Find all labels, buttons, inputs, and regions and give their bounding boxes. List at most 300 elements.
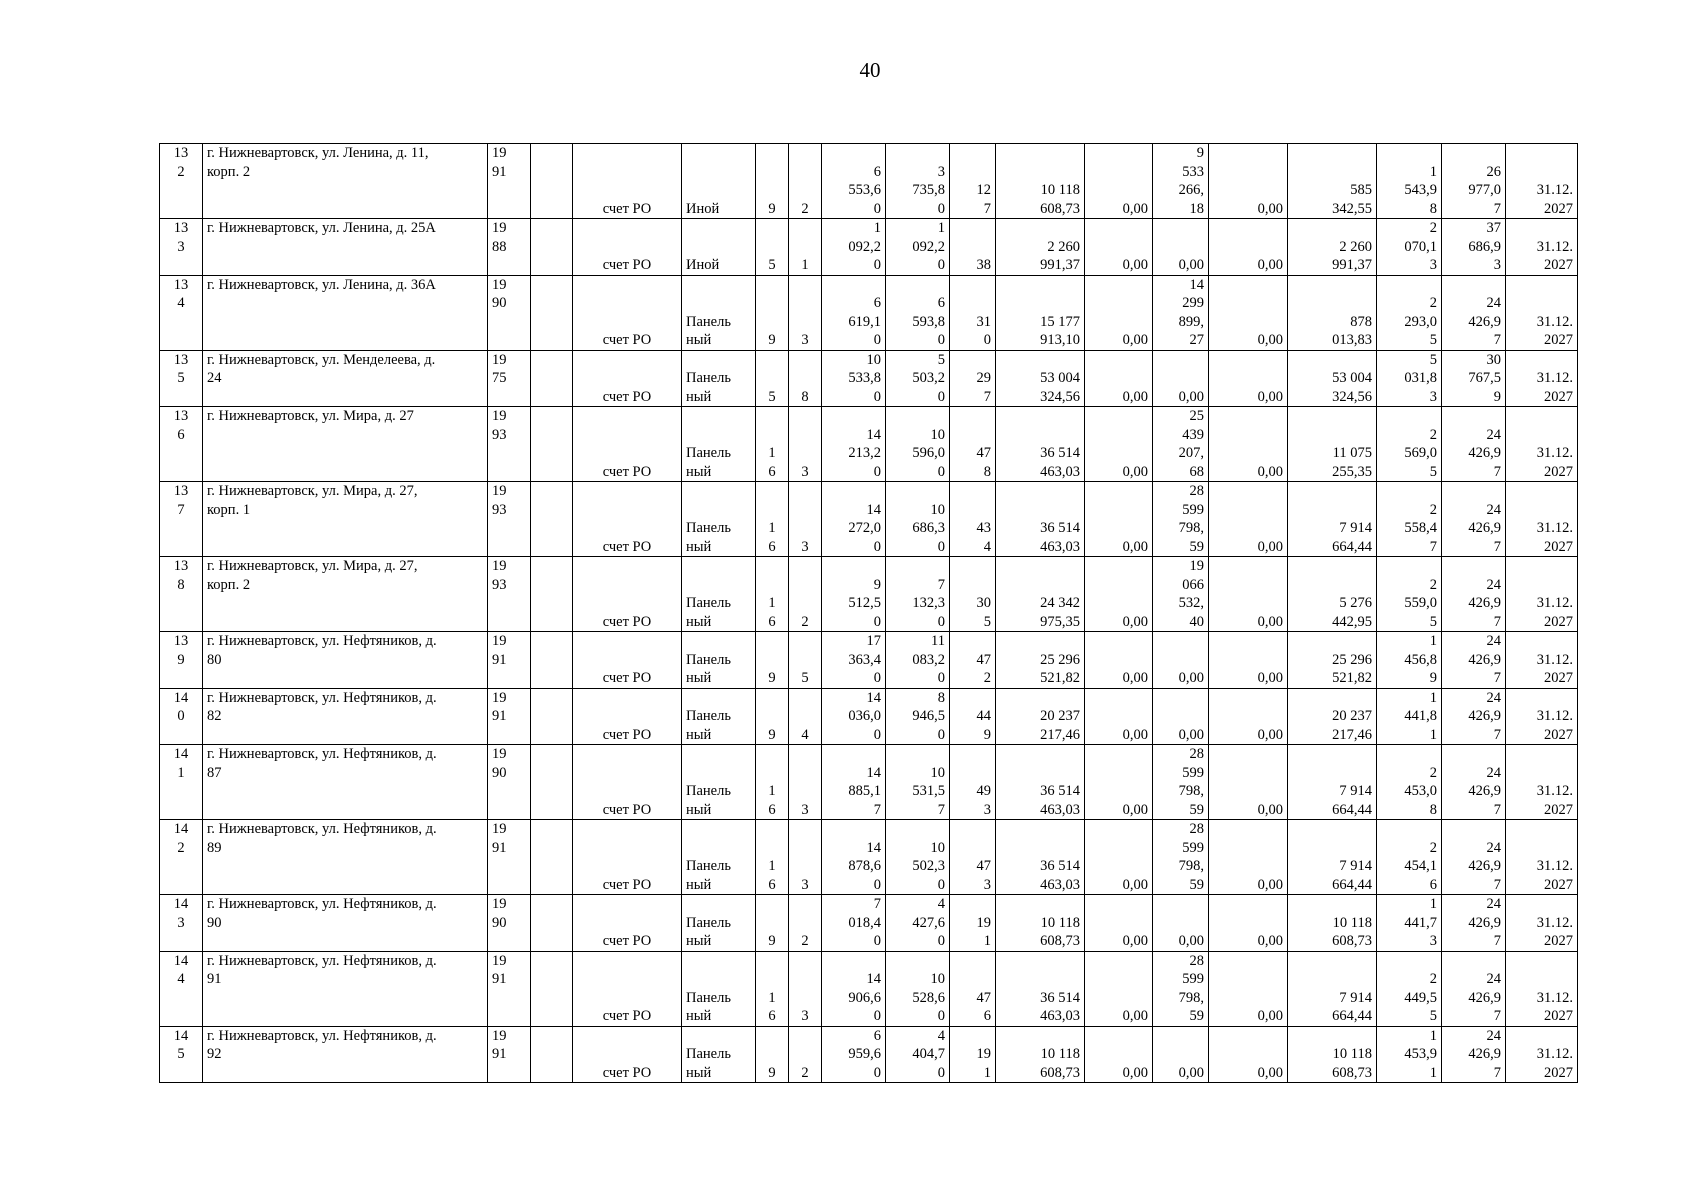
cell-cost-funding-b xyxy=(1153,632,1209,689)
cell-total-cost xyxy=(996,632,1085,689)
cell-residents xyxy=(950,350,996,407)
floors-text: 9 xyxy=(768,1064,776,1081)
cell-unit-cost xyxy=(1377,1026,1442,1083)
deadline-text: 31.12. 2027 xyxy=(1536,370,1573,405)
cost-funding-b-text: 28 599 798, 59 xyxy=(1178,746,1204,818)
cell-max-unit-cost xyxy=(1442,557,1506,632)
floors-text: 5 xyxy=(768,388,776,405)
row-number-text: 13 3 xyxy=(173,220,189,255)
unit-cost-text: 2 449,5 5 xyxy=(1404,971,1437,1024)
cell-account-type xyxy=(573,895,682,952)
cell-living-area xyxy=(886,820,950,895)
cell-total-area xyxy=(822,275,886,350)
living-area-text: 8 946,5 0 xyxy=(912,689,945,743)
cell-floors xyxy=(756,895,789,952)
cost-funding-a-text: 0,00 xyxy=(1122,332,1148,348)
table-row xyxy=(160,632,1578,689)
total-cost-text: 24 342 975,35 xyxy=(1040,595,1080,630)
max-unit-cost-text: 24 426,9 7 xyxy=(1468,764,1501,818)
total-cost-text: 20 237 217,46 xyxy=(1040,708,1080,743)
cell-living-area xyxy=(886,688,950,745)
cost-funding-c-text: 0,00 xyxy=(1257,538,1283,555)
max-unit-cost-text: 37 686,9 3 xyxy=(1468,220,1501,273)
cell-row-number xyxy=(160,688,203,745)
cell-deadline xyxy=(1506,557,1578,632)
cost-funding-a-text: 0,00 xyxy=(1122,257,1148,273)
total-area-text: 14 213,2 0 xyxy=(848,426,881,480)
cell-address xyxy=(203,557,488,632)
cost-funding-c-text: 0,00 xyxy=(1257,1064,1283,1081)
cost-funding-d-text: 5 276 442,95 xyxy=(1332,595,1372,630)
year-built-text: 19 75 xyxy=(492,351,507,386)
cell-living-area xyxy=(886,632,950,689)
cell-floors xyxy=(756,1026,789,1083)
cell-cost-funding-d xyxy=(1288,219,1377,276)
floors-text: 9 xyxy=(768,332,776,348)
address-text: г. Нижневартовск, ул. Нефтяников, д. 87 xyxy=(207,746,437,781)
deadline-text: 31.12. 2027 xyxy=(1536,445,1573,480)
cost-funding-d-text: 25 296 521,82 xyxy=(1332,651,1372,686)
cell-entrances xyxy=(789,632,822,689)
cell-empty-column xyxy=(531,482,573,557)
row-number-text: 14 1 xyxy=(173,746,189,781)
cost-funding-d-text: 10 118 608,73 xyxy=(1332,914,1372,949)
cell-cost-funding-d xyxy=(1288,688,1377,745)
total-area-text: 14 906,6 0 xyxy=(848,971,881,1024)
cell-cost-funding-c xyxy=(1209,895,1288,952)
deadline-text: 31.12. 2027 xyxy=(1536,238,1573,273)
cell-row-number xyxy=(160,557,203,632)
wall-material-text: Панель ный xyxy=(686,914,731,949)
cell-max-unit-cost xyxy=(1442,632,1506,689)
cell-entrances xyxy=(789,275,822,350)
account-type-text: счет РО xyxy=(602,726,652,743)
unit-cost-text: 5 031,8 3 xyxy=(1404,351,1437,405)
total-area-text: 14 036,0 0 xyxy=(848,689,881,743)
cell-empty-column xyxy=(531,632,573,689)
cell-cost-funding-a xyxy=(1085,219,1153,276)
cell-living-area xyxy=(886,219,950,276)
cell-living-area xyxy=(886,951,950,1026)
cost-funding-c-text: 0,00 xyxy=(1257,726,1283,743)
entrances-text: 2 xyxy=(801,200,809,217)
cell-floors xyxy=(756,820,789,895)
residents-text: 49 3 xyxy=(976,783,991,818)
cell-row-number xyxy=(160,144,203,219)
floors-text: 1 6 xyxy=(768,989,776,1024)
cell-account-type xyxy=(573,482,682,557)
cost-funding-b-text: 0,00 xyxy=(1178,1064,1204,1081)
table-row xyxy=(160,482,1578,557)
cell-total-area xyxy=(822,688,886,745)
entrances-text: 5 xyxy=(801,670,809,686)
living-area-text: 6 593,8 0 xyxy=(912,295,945,348)
table-row xyxy=(160,745,1578,820)
cell-residents xyxy=(950,144,996,219)
cell-unit-cost xyxy=(1377,482,1442,557)
entrances-text: 4 xyxy=(801,726,809,743)
residents-text: 47 8 xyxy=(976,445,991,480)
cell-unit-cost xyxy=(1377,745,1442,820)
cell-cost-funding-a xyxy=(1085,632,1153,689)
cell-entrances xyxy=(789,745,822,820)
cell-max-unit-cost xyxy=(1442,144,1506,219)
wall-material-text: Панель ный xyxy=(686,595,731,630)
cell-cost-funding-d xyxy=(1288,275,1377,350)
cell-empty-column xyxy=(531,820,573,895)
deadline-text: 31.12. 2027 xyxy=(1536,858,1573,893)
total-cost-text: 36 514 463,03 xyxy=(1040,858,1080,893)
cell-cost-funding-d xyxy=(1288,895,1377,952)
cell-max-unit-cost xyxy=(1442,820,1506,895)
cell-address xyxy=(203,820,488,895)
deadline-text: 31.12. 2027 xyxy=(1536,914,1573,949)
cell-entrances xyxy=(789,688,822,745)
cell-deadline xyxy=(1506,688,1578,745)
cell-cost-funding-c xyxy=(1209,820,1288,895)
cell-address xyxy=(203,144,488,219)
cell-year-built xyxy=(488,557,531,632)
residents-text: 29 7 xyxy=(976,370,991,405)
address-text: г. Нижневартовск, ул. Мира, д. 27, корп. 2 xyxy=(207,558,418,593)
cell-floors xyxy=(756,219,789,276)
cell-account-type xyxy=(573,1026,682,1083)
cell-cost-funding-d xyxy=(1288,557,1377,632)
year-built-text: 19 91 xyxy=(492,689,507,724)
page-number: 40 xyxy=(859,58,881,82)
living-area-text: 7 132,3 0 xyxy=(912,576,945,630)
cell-wall-material xyxy=(682,275,756,350)
cell-deadline xyxy=(1506,407,1578,482)
cell-account-type xyxy=(573,951,682,1026)
wall-material-text: Панель ный xyxy=(686,651,731,686)
wall-material-text: Панель ный xyxy=(686,1046,731,1081)
cell-wall-material xyxy=(682,482,756,557)
cost-funding-a-text: 0,00 xyxy=(1122,463,1148,480)
cell-cost-funding-b xyxy=(1153,745,1209,820)
cell-total-cost xyxy=(996,951,1085,1026)
cell-cost-funding-b xyxy=(1153,219,1209,276)
cost-funding-b-text: 28 599 798, 59 xyxy=(1178,952,1204,1024)
entrances-text: 2 xyxy=(801,613,809,630)
floors-text: 9 xyxy=(768,933,776,949)
cell-living-area xyxy=(886,895,950,952)
cell-account-type xyxy=(573,350,682,407)
cell-max-unit-cost xyxy=(1442,407,1506,482)
total-cost-text: 53 004 324,56 xyxy=(1040,370,1080,405)
cell-cost-funding-d xyxy=(1288,951,1377,1026)
total-cost-text: 36 514 463,03 xyxy=(1040,445,1080,480)
cell-wall-material xyxy=(682,1026,756,1083)
cost-funding-d-text: 7 914 664,44 xyxy=(1332,858,1372,893)
cell-total-cost xyxy=(996,820,1085,895)
cost-funding-d-text: 878 013,83 xyxy=(1332,313,1372,348)
cost-funding-d-text: 7 914 664,44 xyxy=(1332,989,1372,1024)
cell-max-unit-cost xyxy=(1442,219,1506,276)
floors-text: 1 6 xyxy=(768,858,776,893)
cell-wall-material xyxy=(682,350,756,407)
total-cost-text: 36 514 463,03 xyxy=(1040,783,1080,818)
cost-funding-a-text: 0,00 xyxy=(1122,1064,1148,1081)
cost-funding-a-text: 0,00 xyxy=(1122,801,1148,818)
total-cost-text: 25 296 521,82 xyxy=(1040,651,1080,686)
cell-total-cost xyxy=(996,745,1085,820)
cell-max-unit-cost xyxy=(1442,688,1506,745)
cell-cost-funding-b xyxy=(1153,407,1209,482)
cell-residents xyxy=(950,407,996,482)
wall-material-text: Иной xyxy=(686,257,720,273)
residents-text: 38 xyxy=(976,257,991,273)
year-built-text: 19 90 xyxy=(492,896,507,931)
cell-floors xyxy=(756,688,789,745)
deadline-text: 31.12. 2027 xyxy=(1536,313,1573,348)
max-unit-cost-text: 24 426,9 7 xyxy=(1468,633,1501,686)
cost-funding-a-text: 0,00 xyxy=(1122,876,1148,893)
housing-register-table xyxy=(159,143,1578,1083)
cost-funding-b-text: 9 533 266, 18 xyxy=(1178,145,1204,217)
max-unit-cost-text: 24 426,9 7 xyxy=(1468,1027,1501,1081)
cell-total-cost xyxy=(996,557,1085,632)
cell-residents xyxy=(950,1026,996,1083)
cell-entrances xyxy=(789,482,822,557)
cell-residents xyxy=(950,219,996,276)
cell-address xyxy=(203,951,488,1026)
table-row xyxy=(160,820,1578,895)
total-cost-text: 15 177 913,10 xyxy=(1040,313,1080,348)
cell-account-type xyxy=(573,275,682,350)
account-type-text: счет РО xyxy=(602,1008,652,1024)
total-cost-text: 10 118 608,73 xyxy=(1040,1046,1080,1081)
unit-cost-text: 2 454,1 6 xyxy=(1404,839,1437,893)
cell-year-built xyxy=(488,275,531,350)
cell-cost-funding-a xyxy=(1085,407,1153,482)
cell-living-area xyxy=(886,745,950,820)
living-area-text: 10 502,3 0 xyxy=(912,839,945,893)
cell-unit-cost xyxy=(1377,275,1442,350)
cell-year-built xyxy=(488,219,531,276)
living-area-text: 3 735,8 0 xyxy=(912,163,945,217)
cost-funding-c-text: 0,00 xyxy=(1257,670,1283,686)
entrances-text: 3 xyxy=(801,801,809,818)
row-number-text: 13 2 xyxy=(173,145,189,180)
cell-row-number xyxy=(160,1026,203,1083)
deadline-text: 31.12. 2027 xyxy=(1536,783,1573,818)
cell-entrances xyxy=(789,557,822,632)
row-number-text: 13 4 xyxy=(173,276,189,311)
total-area-text: 14 878,6 0 xyxy=(848,839,881,893)
deadline-text: 31.12. 2027 xyxy=(1536,989,1573,1024)
unit-cost-text: 2 293,0 5 xyxy=(1404,295,1437,348)
cell-row-number xyxy=(160,745,203,820)
residents-text: 47 3 xyxy=(976,858,991,893)
cell-max-unit-cost xyxy=(1442,745,1506,820)
cell-cost-funding-c xyxy=(1209,407,1288,482)
year-built-text: 19 90 xyxy=(492,276,507,311)
cost-funding-b-text: 0,00 xyxy=(1178,933,1204,949)
cell-row-number xyxy=(160,350,203,407)
cell-cost-funding-a xyxy=(1085,1026,1153,1083)
year-built-text: 19 91 xyxy=(492,1027,507,1062)
cost-funding-c-text: 0,00 xyxy=(1257,200,1283,217)
row-number-text: 13 5 xyxy=(173,351,189,386)
total-area-text: 7 018,4 0 xyxy=(848,896,881,949)
cell-cost-funding-d xyxy=(1288,407,1377,482)
cell-deadline xyxy=(1506,482,1578,557)
cell-residents xyxy=(950,557,996,632)
total-area-text: 17 363,4 0 xyxy=(848,633,881,686)
cell-total-area xyxy=(822,350,886,407)
cell-unit-cost xyxy=(1377,350,1442,407)
cell-wall-material xyxy=(682,895,756,952)
cell-max-unit-cost xyxy=(1442,482,1506,557)
cell-entrances xyxy=(789,219,822,276)
cell-wall-material xyxy=(682,745,756,820)
cell-account-type xyxy=(573,820,682,895)
cell-year-built xyxy=(488,895,531,952)
cell-empty-column xyxy=(531,350,573,407)
unit-cost-text: 2 070,1 3 xyxy=(1404,220,1437,273)
cost-funding-b-text: 0,00 xyxy=(1178,726,1204,743)
cell-wall-material xyxy=(682,407,756,482)
cell-living-area xyxy=(886,557,950,632)
cell-residents xyxy=(950,275,996,350)
total-area-text: 10 533,8 0 xyxy=(848,351,881,405)
wall-material-text: Иной xyxy=(686,200,720,217)
entrances-text: 2 xyxy=(801,1064,809,1081)
table-row xyxy=(160,1026,1578,1083)
cell-cost-funding-c xyxy=(1209,275,1288,350)
cell-cost-funding-a xyxy=(1085,745,1153,820)
table-row xyxy=(160,275,1578,350)
cell-empty-column xyxy=(531,1026,573,1083)
cost-funding-a-text: 0,00 xyxy=(1122,538,1148,555)
cell-row-number xyxy=(160,219,203,276)
cell-unit-cost xyxy=(1377,144,1442,219)
row-number-text: 14 0 xyxy=(173,689,189,724)
residents-text: 31 0 xyxy=(976,313,991,348)
cost-funding-a-text: 0,00 xyxy=(1122,613,1148,630)
deadline-text: 31.12. 2027 xyxy=(1536,708,1573,743)
max-unit-cost-text: 24 426,9 7 xyxy=(1468,501,1501,555)
cell-cost-funding-b xyxy=(1153,820,1209,895)
cost-funding-c-text: 0,00 xyxy=(1257,1008,1283,1024)
wall-material-text: Панель ный xyxy=(686,783,731,818)
cell-floors xyxy=(756,745,789,820)
wall-material-text: Панель ный xyxy=(686,708,731,743)
cell-row-number xyxy=(160,275,203,350)
cell-deadline xyxy=(1506,895,1578,952)
cell-cost-funding-a xyxy=(1085,482,1153,557)
cost-funding-b-text: 0,00 xyxy=(1178,257,1204,273)
unit-cost-text: 1 456,8 9 xyxy=(1404,633,1437,686)
entrances-text: 3 xyxy=(801,332,809,348)
cell-entrances xyxy=(789,407,822,482)
unit-cost-text: 1 543,9 8 xyxy=(1404,163,1437,217)
total-area-text: 1 092,2 0 xyxy=(848,220,881,273)
cell-address xyxy=(203,745,488,820)
deadline-text: 31.12. 2027 xyxy=(1536,595,1573,630)
cell-deadline xyxy=(1506,632,1578,689)
cost-funding-d-text: 11 075 255,35 xyxy=(1332,445,1372,480)
cell-living-area xyxy=(886,1026,950,1083)
cell-empty-column xyxy=(531,951,573,1026)
cell-residents xyxy=(950,895,996,952)
cell-empty-column xyxy=(531,407,573,482)
living-area-text: 10 528,6 0 xyxy=(912,971,945,1024)
cell-row-number xyxy=(160,951,203,1026)
cell-cost-funding-a xyxy=(1085,688,1153,745)
cell-residents xyxy=(950,482,996,557)
cell-row-number xyxy=(160,895,203,952)
cell-entrances xyxy=(789,951,822,1026)
account-type-text: счет РО xyxy=(602,801,652,818)
max-unit-cost-text: 24 426,9 7 xyxy=(1468,689,1501,743)
unit-cost-text: 2 569,0 5 xyxy=(1404,426,1437,480)
cell-deadline xyxy=(1506,1026,1578,1083)
cell-year-built xyxy=(488,632,531,689)
row-number-text: 14 2 xyxy=(173,821,189,856)
address-text: г. Нижневартовск, ул. Нефтяников, д. 91 xyxy=(207,952,437,987)
row-number-text: 13 7 xyxy=(173,483,189,518)
cell-empty-column xyxy=(531,557,573,632)
cell-empty-column xyxy=(531,745,573,820)
cell-address xyxy=(203,219,488,276)
entrances-text: 3 xyxy=(801,538,809,555)
cost-funding-b-text: 0,00 xyxy=(1178,388,1204,405)
max-unit-cost-text: 24 426,9 7 xyxy=(1468,971,1501,1024)
floors-text: 9 xyxy=(768,670,776,686)
unit-cost-text: 1 441,7 3 xyxy=(1404,896,1437,949)
living-area-text: 10 596,0 0 xyxy=(912,426,945,480)
row-number-text: 14 3 xyxy=(173,896,189,931)
wall-material-text: Панель ный xyxy=(686,989,731,1024)
address-text: г. Нижневартовск, ул. Нефтяников, д. 80 xyxy=(207,633,437,668)
account-type-text: счет РО xyxy=(602,388,652,405)
cell-cost-funding-b xyxy=(1153,895,1209,952)
entrances-text: 3 xyxy=(801,463,809,480)
cell-unit-cost xyxy=(1377,820,1442,895)
cell-cost-funding-d xyxy=(1288,820,1377,895)
cell-empty-column xyxy=(531,144,573,219)
cell-unit-cost xyxy=(1377,632,1442,689)
cell-wall-material xyxy=(682,219,756,276)
cell-cost-funding-a xyxy=(1085,350,1153,407)
cell-unit-cost xyxy=(1377,407,1442,482)
row-number-text: 14 5 xyxy=(173,1027,189,1062)
year-built-text: 19 91 xyxy=(492,952,507,987)
living-area-text: 11 083,2 0 xyxy=(912,633,945,686)
cell-cost-funding-a xyxy=(1085,144,1153,219)
cell-entrances xyxy=(789,895,822,952)
unit-cost-text: 2 558,4 7 xyxy=(1404,501,1437,555)
cell-unit-cost xyxy=(1377,557,1442,632)
row-number-text: 14 4 xyxy=(173,952,189,987)
residents-text: 47 6 xyxy=(976,989,991,1024)
cell-deadline xyxy=(1506,951,1578,1026)
cell-address xyxy=(203,482,488,557)
cell-total-cost xyxy=(996,219,1085,276)
cell-max-unit-cost xyxy=(1442,895,1506,952)
cost-funding-c-text: 0,00 xyxy=(1257,613,1283,630)
row-number-text: 13 9 xyxy=(173,633,189,668)
cell-account-type xyxy=(573,557,682,632)
cell-empty-column xyxy=(531,219,573,276)
cost-funding-c-text: 0,00 xyxy=(1257,388,1283,405)
cell-floors xyxy=(756,951,789,1026)
cell-empty-column xyxy=(531,275,573,350)
wall-material-text: Панель ный xyxy=(686,445,731,480)
cell-living-area xyxy=(886,144,950,219)
